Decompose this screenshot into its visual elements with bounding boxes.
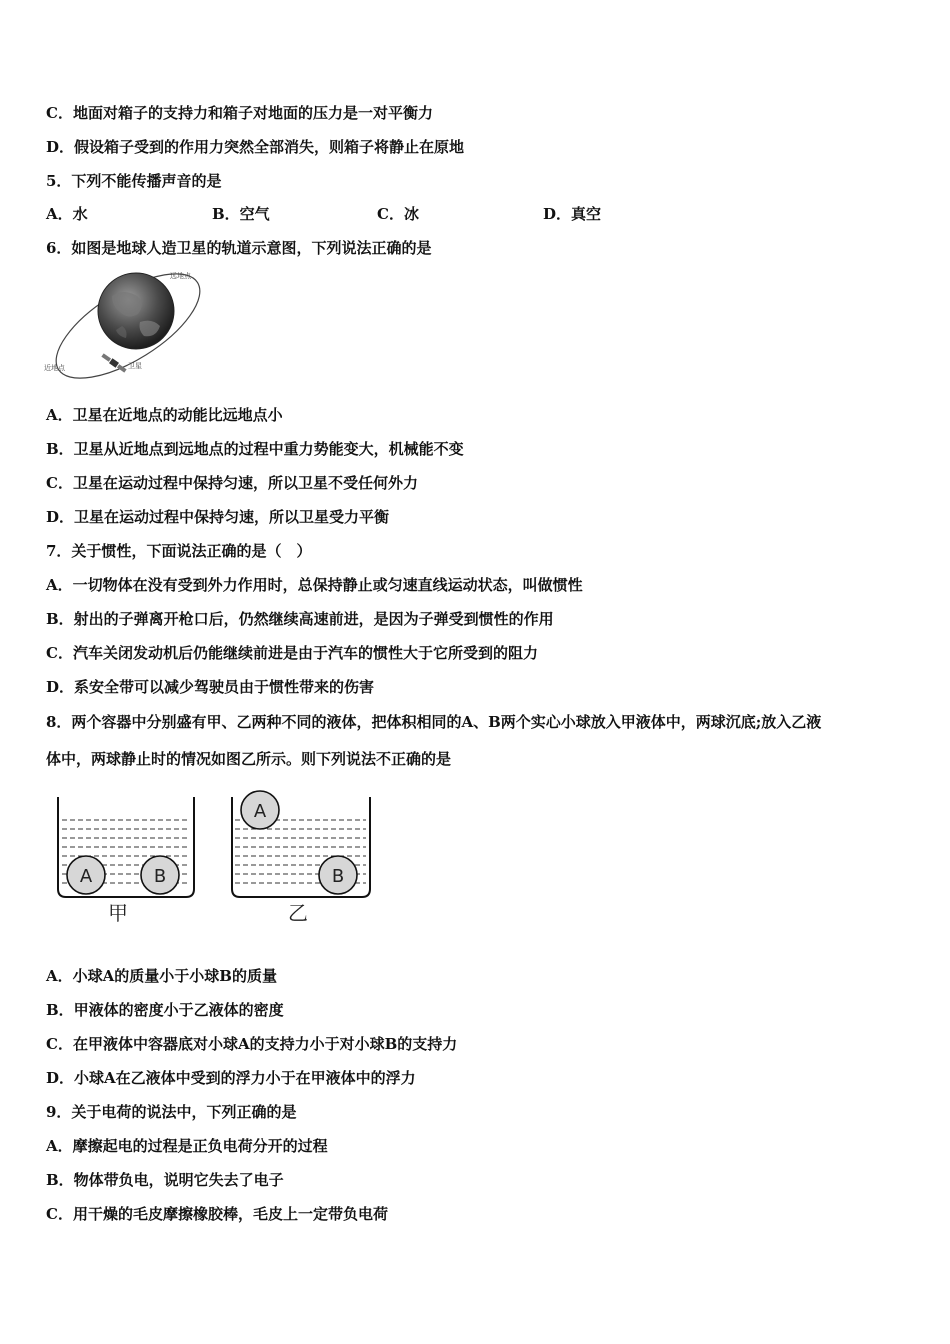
q5-stem: 5．下列不能传播声音的是: [46, 172, 222, 190]
ball-b-yi-label: B: [331, 866, 345, 887]
q6-option-c: C．卫星在运动过程中保持匀速，所以卫星不受任何外力: [46, 474, 418, 492]
q7-option-d: D．系安全带可以减少驾驶员由于惯性带来的伤害: [46, 678, 375, 696]
q8-option-d: D．小球A在乙液体中受到的浮力小于在甲液体中的浮力: [46, 1069, 416, 1087]
satellite-label: 卫星: [128, 362, 142, 370]
ball-a-yi-label: A: [253, 801, 267, 822]
q5-option-d: D．真空: [543, 205, 602, 223]
q7-option-b: B．射出的子弹离开枪口后，仍然继续高速前进，是因为子弹受到惯性的作用: [46, 610, 554, 628]
q8-stem-line2: 体中，两球静止时的情况如图乙所示。则下列说法不正确的是: [46, 750, 452, 768]
q8-option-c: C．在甲液体中容器底对小球A的支持力小于对小球B的支持力: [46, 1035, 458, 1053]
q7-stem: 7．关于惯性，下面说法正确的是（ ）: [46, 542, 312, 560]
q9-option-c: C．用干燥的毛皮摩擦橡胶棒，毛皮上一定带负电荷: [46, 1205, 388, 1223]
near-point-label: 近地点: [44, 364, 65, 372]
q5-option-c: C．冰: [377, 205, 419, 223]
q9-option-b: B．物体带负电，说明它失去了电子: [46, 1171, 284, 1189]
label-yi: 乙: [288, 901, 308, 925]
q9-option-a: A．摩擦起电的过程是正负电荷分开的过程: [46, 1137, 328, 1155]
q6-option-b: B．卫星从近地点到远地点的过程中重力势能变大，机械能不变: [46, 440, 464, 458]
q6-stem: 6．如图是地球人造卫星的轨道示意图，下列说法正确的是: [46, 239, 432, 257]
q4-option-c: C．地面对箱子的支持力和箱子对地面的压力是一对平衡力: [46, 104, 433, 122]
far-point-label: 远地点: [170, 272, 191, 280]
q6-option-d: D．卫星在运动过程中保持匀速，所以卫星受力平衡: [46, 508, 390, 526]
q5-option-a: A．水: [46, 205, 88, 223]
q7-option-c: C．汽车关闭发动机后仍能继续前进是由于汽车的惯性大于它所受到的阻力: [46, 644, 538, 662]
q9-stem: 9．关于电荷的说法中，下列正确的是: [46, 1103, 297, 1121]
q5-option-b: B．空气: [212, 205, 270, 223]
containers-figure: [50, 785, 380, 930]
satellite-orbit-figure: [42, 266, 207, 381]
q6-option-a: A．卫星在近地点的动能比远地点小: [46, 406, 283, 424]
ball-b-jia-label: B: [153, 866, 167, 887]
ball-a-jia-label: A: [79, 866, 93, 887]
q8-option-a: A．小球A的质量小于小球B的质量: [46, 967, 277, 985]
q8-option-b: B．甲液体的密度小于乙液体的密度: [46, 1001, 284, 1019]
q8-stem-line1: 8．两个容器中分别盛有甲、乙两种不同的液体，把体积相同的A、B两个实心小球放入甲液体中，两球沉底;放入乙液: [46, 713, 822, 731]
label-jia: 甲: [108, 901, 128, 925]
q4-option-d: D．假设箱子受到的作用力突然全部消失，则箱子将静止在原地: [46, 138, 465, 156]
q7-option-a: A．一切物体在没有受到外力作用时，总保持静止或匀速直线运动状态，叫做惯性: [46, 576, 583, 594]
